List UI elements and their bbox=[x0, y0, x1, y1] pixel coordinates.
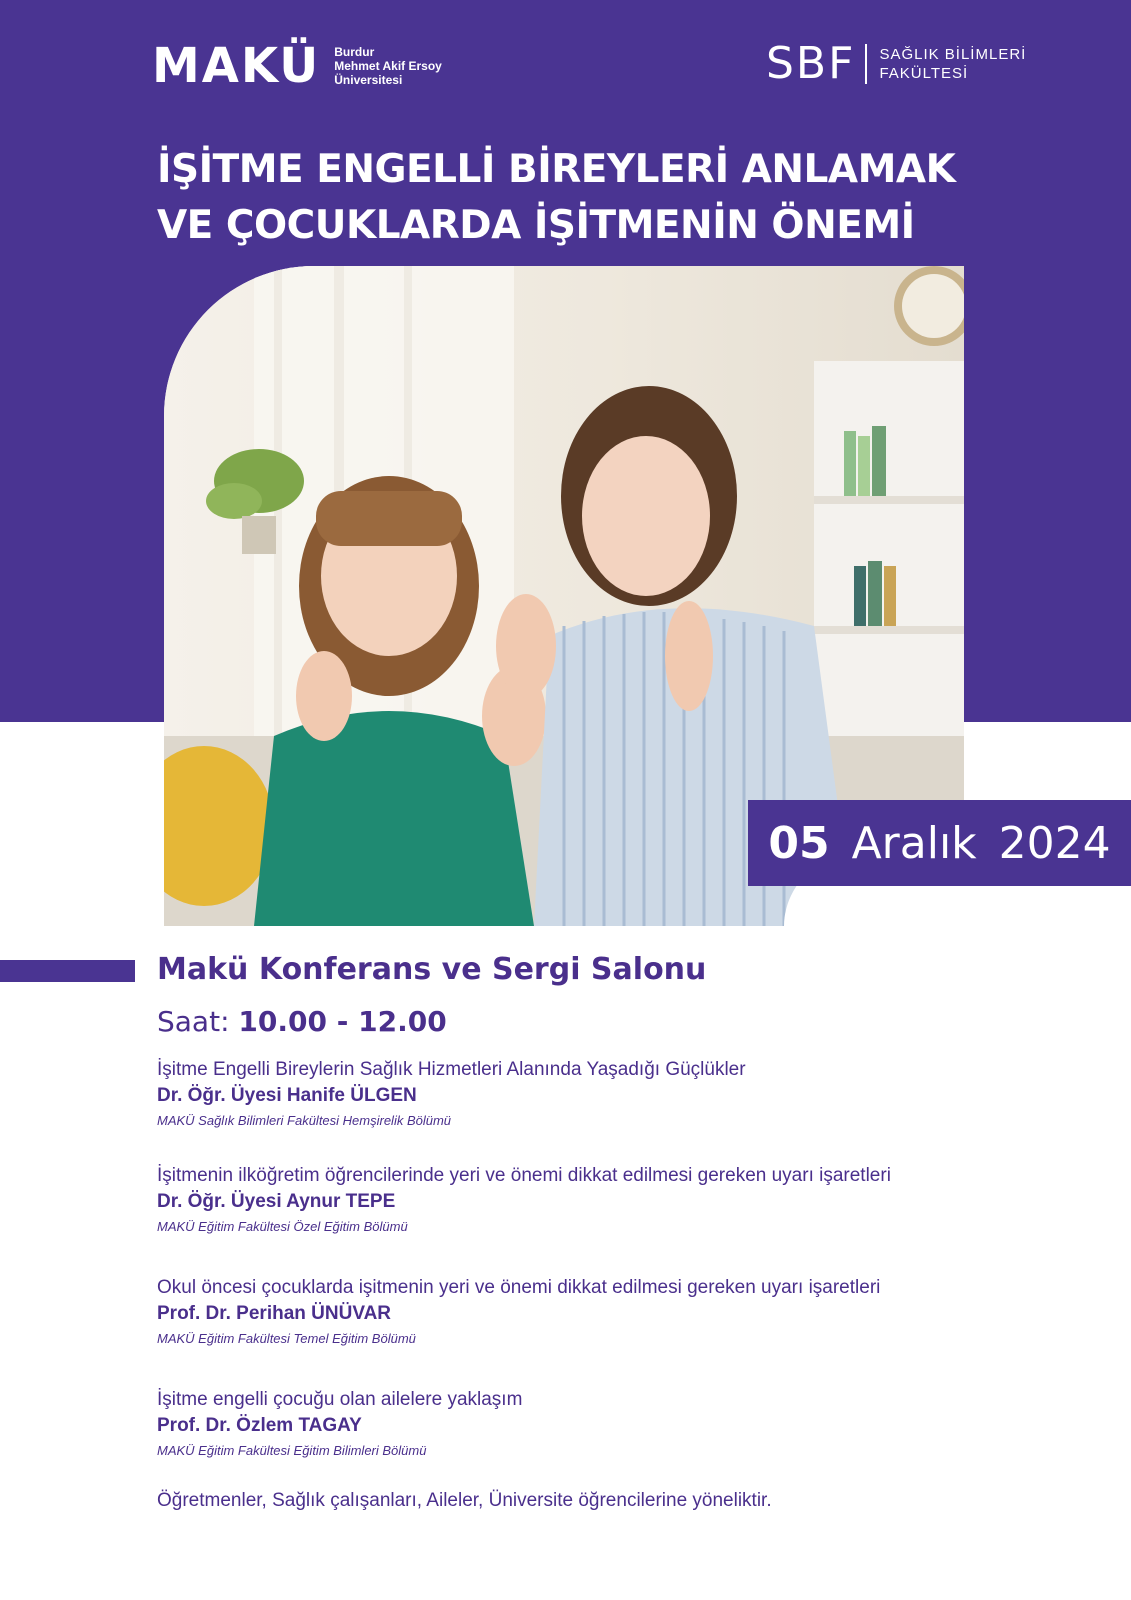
talk-topic: İşitme engelli çocuğu olan ailelere yaklaşım bbox=[157, 1389, 523, 1410]
date-year: 2024 bbox=[998, 817, 1111, 869]
title-line: İŞİTME ENGELLİ BİREYLERİ ANLAMAK bbox=[157, 147, 956, 192]
talk-department: MAKÜ Eğitim Fakültesi Temel Eğitim Bölümü bbox=[157, 1331, 416, 1346]
talk-item bbox=[157, 1164, 891, 1238]
time-label: Saat: bbox=[157, 1005, 230, 1038]
title-line: VE ÇOCUKLARDA İŞİTMENİN ÖNEMİ bbox=[157, 203, 915, 248]
venue: Makü Konferans ve Sergi Salonu bbox=[157, 952, 707, 987]
talk-department: MAKÜ Sağlık Bilimleri Fakültesi Hemşirelik Bölümü bbox=[157, 1113, 452, 1128]
date-month: Aralık bbox=[851, 817, 977, 869]
event-time bbox=[157, 1005, 447, 1038]
talk-speaker: Dr. Öğr. Üyesi Aynur TEPE bbox=[157, 1191, 396, 1212]
talk-speaker: Dr. Öğr. Üyesi Hanife ÜLGEN bbox=[157, 1085, 417, 1106]
faculty-line: SAĞLIK BİLİMLERİ bbox=[879, 46, 1027, 63]
audience-note: Öğretmenler, Sağlık çalışanları, Aileler, Üniversite öğrencilerine yöneliktir. bbox=[157, 1490, 772, 1511]
event-date bbox=[748, 800, 1131, 886]
talk-topic: İşitme Engelli Bireylerin Sağlık Hizmetleri Alanında Yaşadığı Güçlükler bbox=[157, 1059, 746, 1080]
faculty-line: FAKÜLTESİ bbox=[879, 65, 969, 82]
date-day: 05 bbox=[768, 817, 830, 869]
sbf-logo bbox=[766, 38, 1027, 89]
talk-topic: İşitmenin ilköğretim öğrencilerinde yeri ve önemi dikkat edilmesi gereken uyarı işaretleri bbox=[157, 1165, 891, 1186]
accent-bar bbox=[0, 960, 135, 982]
time-value: 10.00 - 12.00 bbox=[238, 1005, 447, 1038]
university-line: Burdur bbox=[334, 45, 375, 59]
maku-wordmark: MAKÜ bbox=[152, 38, 321, 94]
talk-item bbox=[157, 1388, 522, 1462]
event-title bbox=[157, 142, 1057, 254]
maku-logo bbox=[152, 38, 442, 94]
faculty-name bbox=[879, 45, 1026, 83]
talk-department: MAKÜ Eğitim Fakültesi Eğitim Bilimleri Bölümü bbox=[157, 1443, 427, 1458]
talk-speaker: Prof. Dr. Perihan ÜNÜVAR bbox=[157, 1303, 392, 1324]
talk-item bbox=[157, 1276, 880, 1350]
university-line: Mehmet Akif Ersoy bbox=[334, 59, 442, 73]
talk-item bbox=[157, 1058, 746, 1132]
talk-topic: Okul öncesi çocuklarda işitmenin yeri ve önemi dikkat edilmesi gereken uyarı işaretleri bbox=[157, 1277, 881, 1298]
logo-divider bbox=[865, 44, 867, 84]
sbf-wordmark: SBF bbox=[766, 38, 856, 89]
university-name bbox=[334, 45, 442, 87]
university-line: Üniversitesi bbox=[334, 73, 403, 87]
talk-department: MAKÜ Eğitim Fakültesi Özel Eğitim Bölümü bbox=[157, 1219, 408, 1234]
talk-speaker: Prof. Dr. Özlem TAGAY bbox=[157, 1415, 362, 1436]
